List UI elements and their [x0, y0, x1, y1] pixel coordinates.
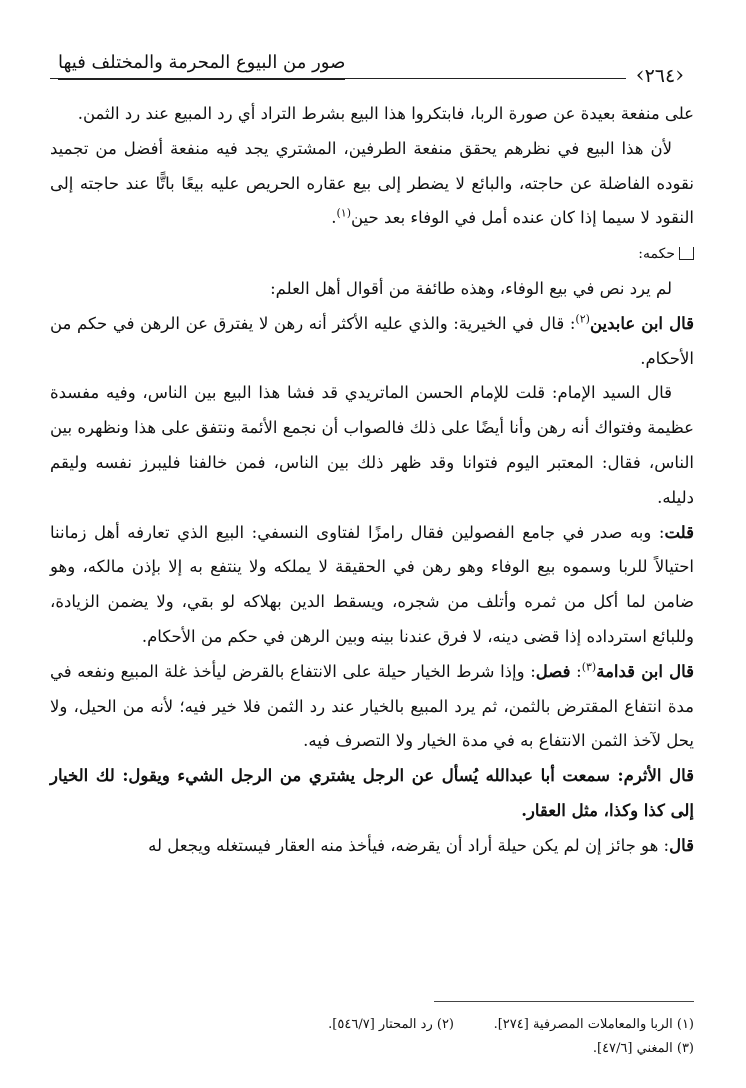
paragraph-4-text: : قال في الخيرية: والذي عليه الأكثر أنه رهن لا يفترق عن الرهن في حكم من الأحكام.	[50, 313, 694, 368]
page-header	[50, 38, 694, 87]
paragraph-8-text: قال الأثرم: سمعت أبا عبدالله يُسأل عن الرجل يشتري من الرجل الشيء ويقول: لك الخيار إلى كذا وكذا، مثل العقار.	[50, 766, 694, 820]
paragraph-5	[50, 376, 694, 515]
paragraph-4	[50, 307, 694, 377]
footnote-ref-1: (١)	[336, 206, 351, 220]
footnote-2: (٢) رد المحتار [٥٤٦/٧].	[328, 1017, 454, 1032]
footnote-ref-2: (٢)	[575, 312, 590, 326]
footnote-row-2	[50, 1037, 694, 1061]
paragraph-7-lead: قال ابن قدامة	[596, 661, 694, 681]
paragraph-7-text: : وإذا شرط الخيار حيلة على الانتفاع بالقرض ليأخذ غلة المبيع ونفعه في مدة انتفاع المقترض بالثمن، ثم يرد المبيع بالخيار عند رد الثمن فلا خير فيه؛ لأنه من الحيل، ولا يحل لآخذ الثمن الانتفاع به في مدة الخيار ولا التصرف فيه.	[50, 661, 694, 751]
heading-marker-icon	[679, 247, 694, 260]
document-page	[50, 38, 694, 1078]
paragraph-7	[50, 655, 694, 759]
paragraph-2-text: لأن هذا البيع في نظرهم يحقق منفعة الطرفين، المشتري يجد فيه منفعة أفضل من تجميد نقوده الفاضلة عن حاجته، والبائع لا يضطر إلى بيع عقاره الحريص عليه بيعًا باتًّا عند حاجته إلى النقود لا سيما إذا كان عنده أمل في الوفاء بعد حين	[50, 138, 694, 228]
paragraph-1-text: على منفعة بعيدة عن صورة الربا، فابتكروا هذا البيع بشرط التراد أي رد المبيع عند رد الثمن.	[77, 104, 694, 123]
paragraph-5-text: قال السيد الإمام: قلت للإمام الحسن الماتريدي قد فشا هذا البيع بين الناس، وفيه مفسدة عظيمة وفتواك أنه رهن وأنا أيضًا على ذلك فالصواب أن نجمع الأئمة ونتفق على هذا ونظهره بين الناس، فقال: المعتبر اليوم فتوانا وقد ظهر ذلك بين الناس، فمن خالفنا فليبرز نفسه وليقم دليله.	[50, 383, 694, 507]
paragraph-2-end: .	[331, 208, 337, 228]
footnote-row-1	[50, 1013, 694, 1037]
footnotes	[50, 1013, 694, 1061]
paragraph-4-lead: قال ابن عابدين	[589, 313, 694, 333]
paragraph-3-text: لم يرد نص في بيع الوفاء، وهذه طائفة من أقوال أهل العلم:	[270, 278, 672, 298]
footnote-1: (١) الربا والمعاملات المصرفية [٢٧٤].	[493, 1017, 694, 1032]
paragraph-6-text: : وبه صدر في جامع الفصولين فقال رامزًا لفتاوى النسفي: البيع الذي تعارفه أهل زماننا احتيالاً للربا وسموه بيع الوفاء وهو رهن في الحقيقة لا يملكه ولا ينتفع به إلا بإذن مالكه، وهو ضامن لما أكل من ثمره وأتلف من شجره، ويسقط الدين بهلاكه لو بقي، ولا يضمن الزيادة، وللبائع استرداده إذا قضى دينه، لا فرق عندنا بينه وبين الرهن في حكم من الأحكام.	[50, 522, 694, 646]
paragraph-9-lead: قال	[669, 835, 694, 855]
footnote-ref-3: (٣)	[581, 660, 597, 674]
page-number: ‹ ٢٦٤ ›	[626, 63, 694, 92]
paragraph-1	[50, 97, 694, 132]
paragraph-8	[50, 759, 694, 829]
paragraph-2	[50, 132, 694, 236]
footnote-3: (٣) المغني [٤٧/٦].	[592, 1041, 694, 1056]
section-heading	[50, 236, 694, 272]
running-title: صور من البيوع المحرمة والمختلف فيها	[58, 52, 345, 80]
body-text	[50, 97, 694, 864]
paragraph-3	[50, 272, 694, 307]
footnote-separator	[434, 1001, 694, 1002]
paragraph-9	[50, 829, 694, 864]
paragraph-6	[50, 516, 694, 655]
paragraph-7-mid: :	[570, 661, 582, 681]
section-heading-text: حكمه:	[638, 246, 675, 263]
paragraph-6-lead: قلت	[664, 522, 694, 542]
paragraph-7-fasl: فصل	[535, 661, 571, 681]
paragraph-9-text: : هو جائز إن لم يكن حيلة أراد أن يقرضه، فيأخذ منه العقار فيستغله ويجعل له	[148, 835, 670, 855]
